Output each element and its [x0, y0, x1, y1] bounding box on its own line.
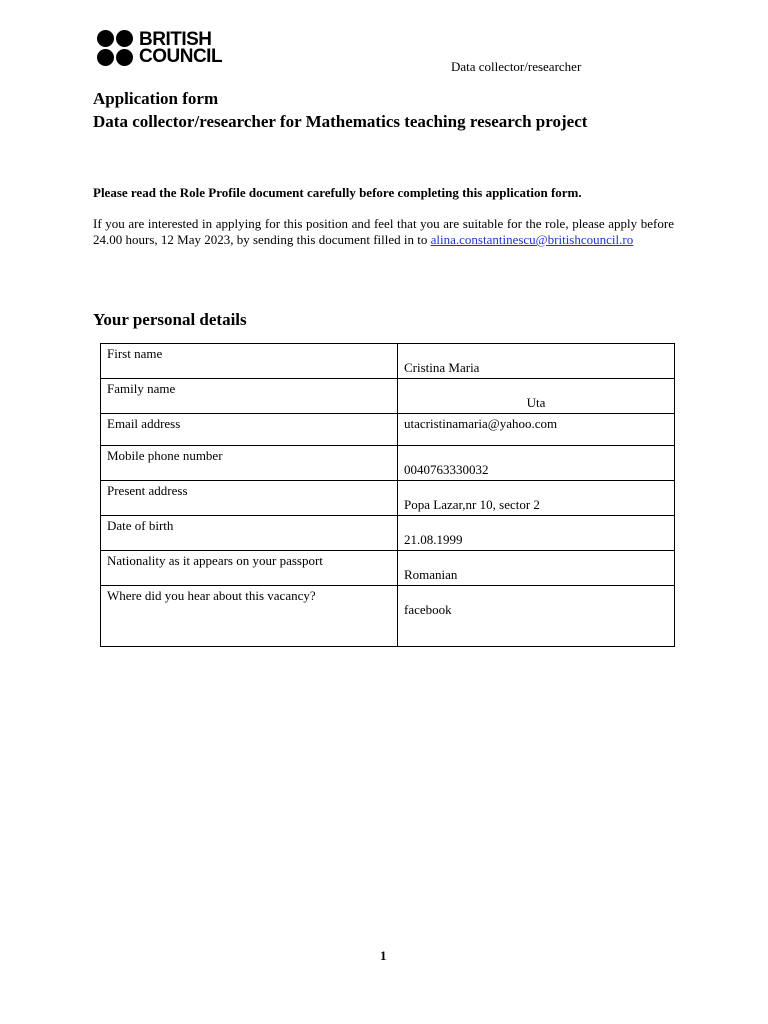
- row-value-cell: [398, 446, 675, 481]
- table-row: [101, 481, 675, 516]
- row-label: Present address: [101, 481, 398, 516]
- intro-paragraph: [93, 216, 674, 248]
- header-role: Data collector/researcher: [451, 59, 582, 74]
- british-council-logo: [97, 30, 222, 66]
- row-value-cell: [398, 481, 675, 516]
- table-row: [101, 344, 675, 379]
- logo-line-1: BRITISH: [139, 29, 212, 50]
- row-value-cell: [398, 414, 675, 446]
- form-title: Application form: [93, 89, 219, 108]
- vacancy-source-value: facebook: [404, 602, 452, 617]
- family-name-value: Uta: [526, 395, 546, 410]
- first-name-value: Cristina Maria: [404, 360, 480, 375]
- table-row: [101, 379, 675, 414]
- table-row: [101, 516, 675, 551]
- form-subtitle: Data collector/researcher for Mathematics teaching research project: [93, 112, 588, 131]
- row-label: Mobile phone number: [101, 446, 398, 481]
- row-label: First name: [101, 344, 398, 379]
- logo-line-2: COUNCIL: [139, 46, 223, 67]
- row-value-cell: [398, 344, 675, 379]
- notice-text: Please read the Role Profile document carefully before completing this application form.: [93, 185, 582, 200]
- logo-text: [139, 31, 222, 65]
- table-row: [101, 586, 675, 647]
- row-value-cell: [398, 379, 675, 414]
- row-label: Family name: [101, 379, 398, 414]
- table-row: [101, 414, 675, 446]
- phone-value: 0040763330032: [404, 462, 489, 477]
- page-number: 1: [380, 948, 387, 963]
- nationality-value: Romanian: [404, 567, 458, 582]
- table-row: [101, 551, 675, 586]
- row-label: Nationality as it appears on your passport: [101, 551, 398, 586]
- row-value-cell: [398, 586, 675, 647]
- section-title: Your personal details: [93, 310, 247, 329]
- table-row: [101, 446, 675, 481]
- logo-dots-icon: [97, 30, 133, 66]
- address-value: Popa Lazar,nr 10, sector 2: [404, 497, 540, 512]
- row-value-cell: [398, 516, 675, 551]
- row-value-cell: [398, 551, 675, 586]
- row-label: Where did you hear about this vacancy?: [101, 586, 398, 647]
- dob-value: 21.08.1999: [404, 532, 463, 547]
- row-label: Email address: [101, 414, 398, 446]
- intro-text: If you are interested in applying for this position and feel that you are suitable for the role, please apply before 24.00 hours, 12 May 2023, by sending this document filled in to: [93, 216, 674, 247]
- personal-details-table: [100, 343, 675, 647]
- row-label: Date of birth: [101, 516, 398, 551]
- email-link[interactable]: alina.constantinescu@britishcouncil.ro: [430, 232, 634, 247]
- email-value: utacristinamaria@yahoo.com: [404, 416, 558, 431]
